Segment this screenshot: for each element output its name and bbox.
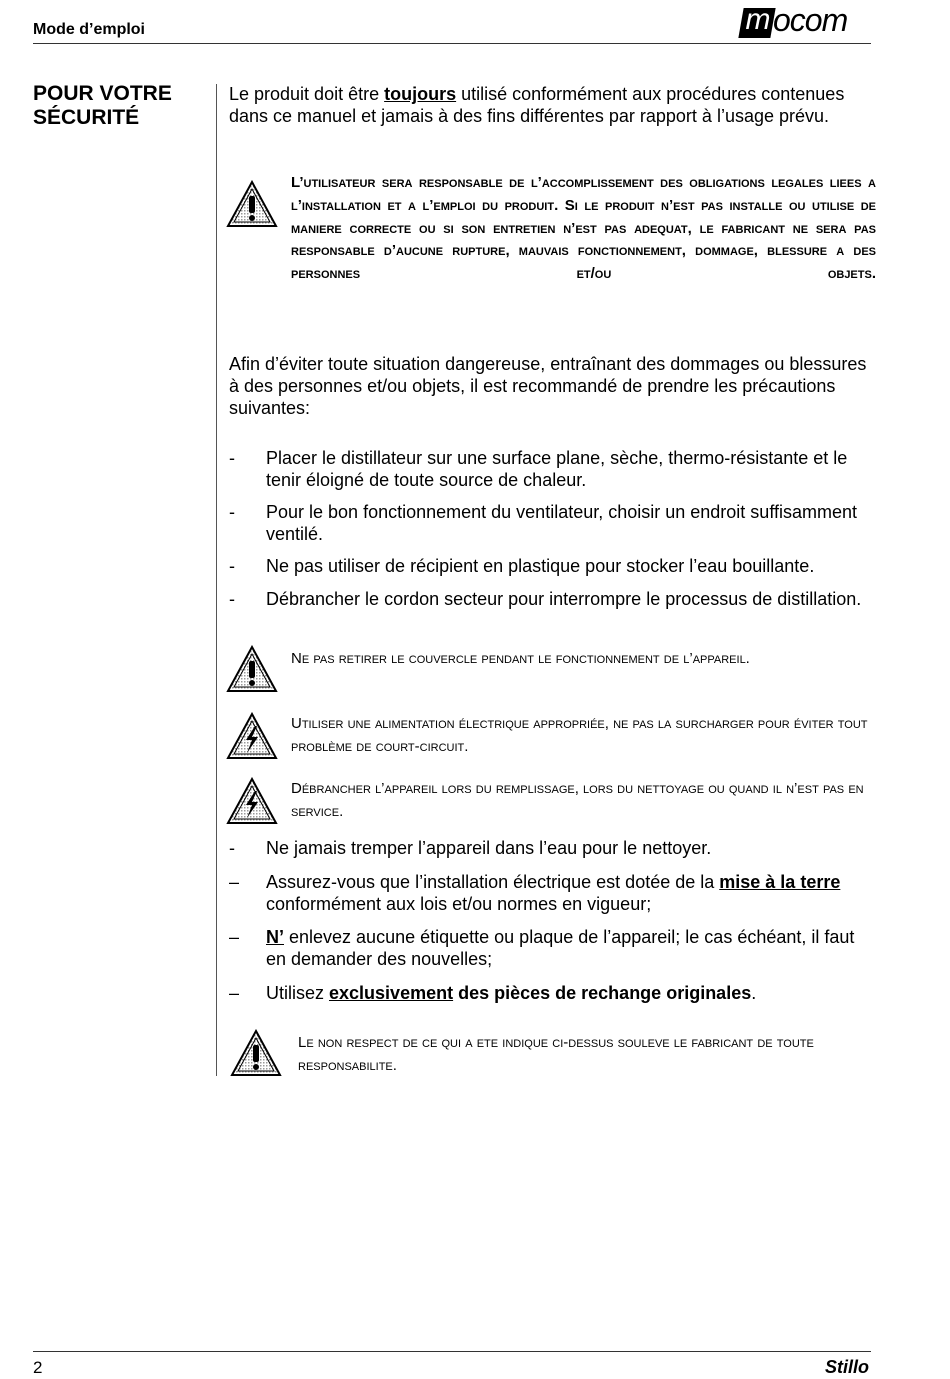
final-warning-text: Le non respect de ce qui a ete indique ci-dessus souleve le fabricant de toute responsabilite. <box>298 1034 814 1074</box>
list-dash: – <box>229 983 240 1003</box>
warning-text: Débrancher l’appareil lors du remplissage, lors du nettoyage ou quand il n’est pas en service. <box>291 780 864 820</box>
warning-text: Utiliser une alimentation électrique appropriée, ne pas la surcharger pour éviter tout problème de court-circuit. <box>291 715 868 755</box>
list-item-text: Ne pas utiliser de récipient en plastique pour stocker l’eau bouillante. <box>266 556 815 576</box>
intro-paragraph <box>229 83 869 127</box>
list-dash: – <box>229 872 240 892</box>
page-header-title: Mode d’emploi <box>33 21 145 38</box>
section-title-line2: SÉCURITÉ <box>33 106 140 129</box>
warning-triangle-icon <box>230 1029 282 1077</box>
warning-triangle-icon <box>226 180 278 228</box>
list-dash: - <box>229 589 235 609</box>
electric-hazard-icon <box>226 712 278 760</box>
list-dash: - <box>229 502 235 522</box>
main-warning-text: L’utilisateur sera responsable de l’accomplissement des obligations legales liees a l’installation et a l’emploi du produit. Si le produit n’est pas installe ou utilise de maniere correcte ou si son entretien n’est pas adequat, le fabricant ne sera pas responsable d’aucune rupture, mauvais fonctionnement, dommage, blessure a des personnes et/ou objets. <box>291 174 876 283</box>
electric-hazard-icon <box>226 777 278 825</box>
final-warning <box>230 1029 870 1079</box>
list-emphasis: N’ <box>266 927 284 947</box>
main-warning <box>226 172 876 332</box>
list-emphasis: exclusivement <box>329 983 454 1003</box>
list-text-after: enlevez aucune étiquette ou plaque de l’appareil; le cas échéant, il faut en demander des nouvelles; <box>266 927 855 969</box>
list-item-text: Placer le distillateur sur une surface plane, sèche, thermo-résistante et le tenir éloigné de toute source de chaleur. <box>266 448 848 490</box>
list-text-after: . <box>751 983 757 1003</box>
list-item-text: Pour le bon fonctionnement du ventilateur, choisir un endroit suffisamment ventilé. <box>266 502 858 544</box>
section-title <box>33 82 203 130</box>
intro-text-before: Le produit doit être <box>229 84 385 104</box>
intro-emphasis: toujours <box>384 84 457 104</box>
logo-letter: m <box>745 3 771 36</box>
list-item-text: Débrancher le cordon secteur pour interrompre le processus de distillation. <box>266 589 862 609</box>
list-text-after: conformément aux lois et/ou normes en vigueur; <box>266 894 652 914</box>
list-dash: – <box>229 927 240 947</box>
warning-triangle-icon <box>226 645 278 693</box>
list-dash: - <box>229 448 235 468</box>
section-divider <box>216 84 217 1076</box>
warning-cover <box>226 645 876 693</box>
model-name: Stillo <box>825 1357 869 1377</box>
section-title-line1: POUR VOTRE <box>33 82 172 105</box>
intro-text-after: utilisé conformément aux procédures contenues dans ce manuel et jamais à des fins différentes par rapport à l’usage prévu. <box>229 84 845 126</box>
page-number: 2 <box>33 1358 43 1377</box>
precautions-intro: Afin d’éviter toute situation dangereuse, entraînant des dommages ou blessures à des personnes et/ou objets, il est recommandé de prendre les précautions suivantes: <box>229 354 867 418</box>
list-text-before: Assurez-vous que l’installation électrique est dotée de la <box>266 872 720 892</box>
list-item-text: Ne jamais tremper l’appareil dans l’eau pour le nettoyer. <box>266 838 712 858</box>
header-divider <box>33 43 871 44</box>
list-dash: - <box>229 838 235 858</box>
list-emphasis: mise à la terre <box>719 872 841 892</box>
list-dash: - <box>229 556 235 576</box>
list-item-text <box>266 871 869 915</box>
list-item-text <box>266 926 869 970</box>
footer-divider <box>33 1351 871 1352</box>
logo-text: ocom <box>773 2 848 38</box>
warning-power <box>226 712 876 760</box>
warning-unplug <box>226 777 876 825</box>
list-bold: des pièces de rechange originales <box>453 983 752 1003</box>
list-text-before: Utilisez <box>266 983 330 1003</box>
mocom-logo <box>741 4 873 40</box>
warning-text: Ne pas retirer le couvercle pendant le fonctionnement de l’appareil. <box>291 650 750 667</box>
list-item-text <box>266 982 869 1004</box>
